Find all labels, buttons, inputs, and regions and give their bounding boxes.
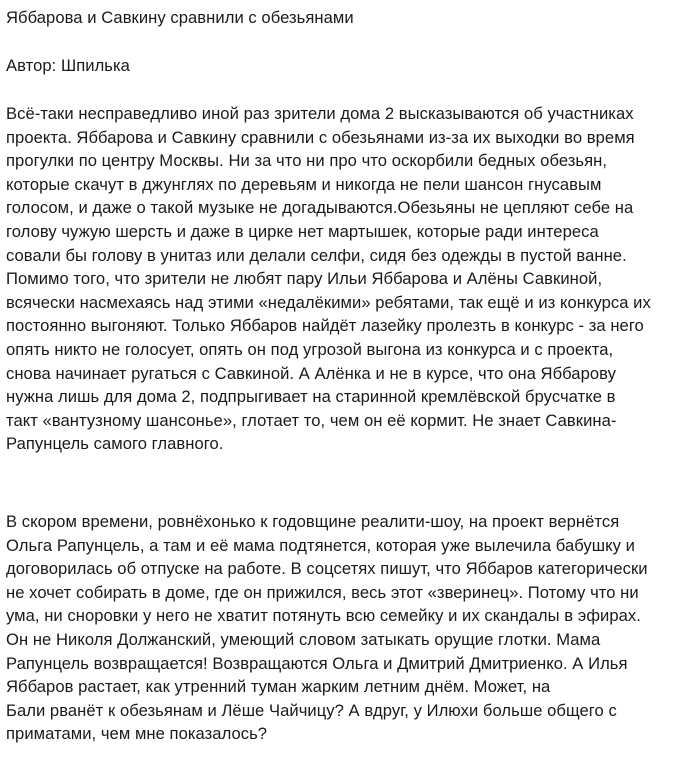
paragraph-line: Помимо того, что зрители не любят пару Ильи Яббарова и Алёны Савкиной,	[6, 269, 603, 289]
article-author: Автор: Шпилька	[6, 56, 130, 75]
paragraph-line: Бали рванёт к обезьянам и Лёше Чайчицу? А вдруг, у Илюхи больше общего с	[6, 700, 617, 720]
paragraph-line: которые скачут в джунглях по деревьям и никогда не пели шансон гнусавым	[6, 174, 602, 194]
paragraph-line: не хочет собирать в доме, где он прижился, весь этот «зверинец». Потому что ни	[6, 582, 639, 602]
paragraph-line: совали бы голову в унитаз или делали селфи, сидя без одежды в пустой ванне.	[6, 245, 627, 265]
article-paragraph-2	[6, 510, 692, 746]
paragraph-line: голову чужую шерсть и даже в цирке нет мартышек, которые ради интереса	[6, 221, 599, 241]
paragraph-line: опять никто не голосует, опять он под угрозой выгона из конкурса и с проекта,	[6, 339, 614, 359]
paragraph-line: Всё-таки несправедливо иной раз зрители дома 2 высказываются об участниках	[6, 104, 634, 123]
paragraph-line: приматами, чем мне показалось?	[6, 724, 268, 744]
paragraph-line: ума, ни сноровки у него не хватит потянуть всю семейку и их скандалы в эфирах.	[6, 606, 641, 626]
paragraph-line: прогулки по центру Москвы. Ни за что ни про что оскорбили бедных обезьян,	[6, 151, 607, 171]
article-title: Яббарова и Савкину сравнили с обезьянами	[6, 8, 354, 27]
paragraph-line: Ольга Рапунцель, а там и её мама подтянется, которая уже вылечила бабушку и	[6, 535, 635, 555]
paragraph-line: снова начинает ругаться с Савкиной. А Алёнка и не в курсе, что она Яббарову	[6, 363, 616, 383]
paragraph-line: всячески насмехаясь над этими «недалёкими» ребятами, так ещё и из конкурса их	[6, 292, 651, 312]
paragraph-line: голосом, и даже о такой музыке не догадываются.Обезьяны не цепляют себе на	[6, 198, 634, 218]
article-paragraph-1	[6, 102, 692, 456]
paragraph-line: Он не Николя Должанский, умеющий словом затыкать орущие глотки. Мама	[6, 629, 601, 649]
paragraph-line: нужна лишь для дома 2, подпрыгивает на старинной кремлёвской брусчатке в	[6, 387, 616, 407]
paragraph-line: Рапунцель самого главного.	[6, 434, 224, 454]
article	[6, 0, 692, 744]
paragraph-line: проекта. Яббарова и Савкину сравнили с обезьянами из-за их выходки во время	[6, 127, 635, 147]
paragraph-line: В скором времени, ровнёхонько к годовщине реалити-шоу, на проект вернётся	[6, 512, 620, 531]
paragraph-line: договорилась об отпуске на работе. В соцсетях пишут, что Яббаров категорически	[6, 559, 648, 579]
paragraph-line: Яббаров растает, как утренний туман жарким летним днём. Может, на	[6, 677, 551, 697]
paragraph-line: такт «вантузному шансонье», глотает то, чем он её кормит. Не знает Савкина-	[6, 410, 617, 430]
paragraph-line: постоянно выгоняют. Только Яббаров найдёт лазейку пролезть в конкурс - за него	[6, 316, 644, 336]
paragraph-line: Рапунцель возвращается! Возвращаются Ольга и Дмитрий Дмитриенко. А Илья	[6, 653, 628, 673]
